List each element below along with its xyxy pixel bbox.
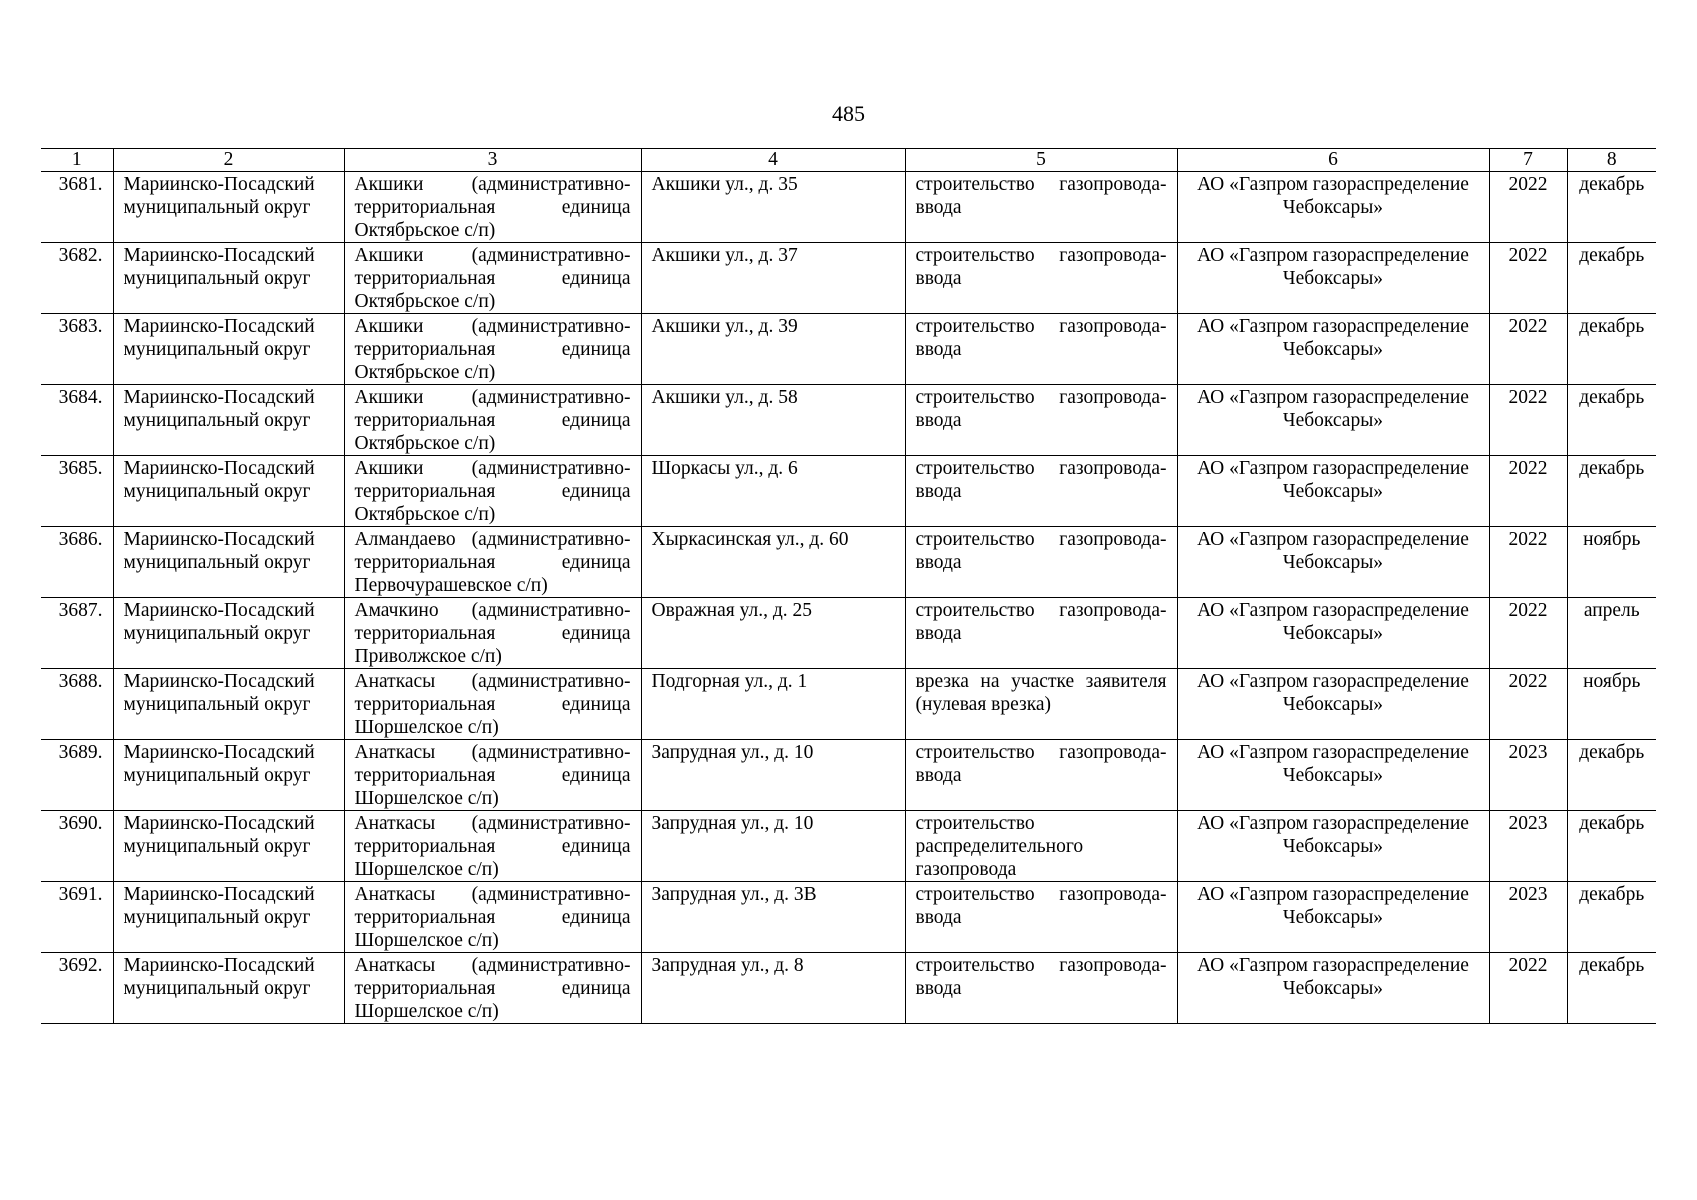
column-header: 6 [1177,149,1489,172]
address-cell: Запрудная ул., д. 3В [641,882,905,953]
month-cell: декабрь [1567,740,1656,811]
district-cell: Мариинско-Посадский муниципальный округ [113,243,344,314]
district-cell: Мариинско-Посадский муниципальный округ [113,811,344,882]
address-cell: Акшики ул., д. 35 [641,172,905,243]
settlement-cell: Алмандаево (административно-территориальная единица Первочурашевское с/п) [344,527,641,598]
row-number-cell: 3692. [41,953,113,1024]
page-number: 485 [832,101,865,126]
settlement-cell: Анаткасы (административно-территориальная единица Шоршелское с/п) [344,811,641,882]
column-header: 1 [41,149,113,172]
organization-cell: АО «Газпром газораспределение Чебоксары» [1177,811,1489,882]
month-cell: ноябрь [1567,669,1656,740]
address-cell: Хыркасинская ул., д. 60 [641,527,905,598]
work-type-cell: строительство газопровода-ввода [905,740,1177,811]
table-row [41,669,1656,740]
column-header: 2 [113,149,344,172]
organization-cell: АО «Газпром газораспределение Чебоксары» [1177,527,1489,598]
column-header: 5 [905,149,1177,172]
row-number-cell: 3691. [41,882,113,953]
organization-cell: АО «Газпром газораспределение Чебоксары» [1177,953,1489,1024]
district-cell: Мариинско-Посадский муниципальный округ [113,598,344,669]
month-cell: декабрь [1567,953,1656,1024]
settlement-cell: Акшики (административно-территориальная единица Октябрьское с/п) [344,172,641,243]
table-row [41,811,1656,882]
year-cell: 2022 [1489,953,1567,1024]
address-cell: Овражная ул., д. 25 [641,598,905,669]
row-number-cell: 3683. [41,314,113,385]
district-cell: Мариинско-Посадский муниципальный округ [113,669,344,740]
work-type-cell: врезка на участке заявителя (нулевая врезка) [905,669,1177,740]
work-type-cell: строительство газопровода-ввода [905,385,1177,456]
organization-cell: АО «Газпром газораспределение Чебоксары» [1177,172,1489,243]
address-cell: Акшики ул., д. 37 [641,243,905,314]
work-type-cell: строительство газопровода-ввода [905,953,1177,1024]
month-cell: декабрь [1567,882,1656,953]
address-cell: Запрудная ул., д. 10 [641,740,905,811]
table-row [41,243,1656,314]
table-row [41,953,1656,1024]
address-cell: Запрудная ул., д. 10 [641,811,905,882]
table-row [41,172,1656,243]
month-cell: ноябрь [1567,527,1656,598]
district-cell: Мариинско-Посадский муниципальный округ [113,456,344,527]
settlement-cell: Анаткасы (административно-территориальная единица Шоршелское с/п) [344,882,641,953]
organization-cell: АО «Газпром газораспределение Чебоксары» [1177,740,1489,811]
column-number-row [41,149,1656,172]
row-number-cell: 3688. [41,669,113,740]
month-cell: декабрь [1567,172,1656,243]
settlement-cell: Анаткасы (административно-территориальная единица Шоршелское с/п) [344,740,641,811]
year-cell: 2023 [1489,740,1567,811]
year-cell: 2022 [1489,172,1567,243]
settlement-cell: Акшики (административно-территориальная единица Октябрьское с/п) [344,243,641,314]
year-cell: 2023 [1489,882,1567,953]
settlement-cell: Амачкино (административно-территориальная единица Приволжское с/п) [344,598,641,669]
address-cell: Шоркасы ул., д. 6 [641,456,905,527]
organization-cell: АО «Газпром газораспределение Чебоксары» [1177,314,1489,385]
district-cell: Мариинско-Посадский муниципальный округ [113,172,344,243]
work-type-cell: строительство газопровода-ввода [905,527,1177,598]
district-cell: Мариинско-Посадский муниципальный округ [113,740,344,811]
address-cell: Акшики ул., д. 58 [641,385,905,456]
column-header: 8 [1567,149,1656,172]
table-row [41,598,1656,669]
settlement-cell: Анаткасы (административно-территориальная единица Шоршелское с/п) [344,953,641,1024]
month-cell: декабрь [1567,456,1656,527]
month-cell: декабрь [1567,385,1656,456]
column-header: 3 [344,149,641,172]
work-type-cell: строительство газопровода-ввода [905,243,1177,314]
organization-cell: АО «Газпром газораспределение Чебоксары» [1177,598,1489,669]
address-cell: Подгорная ул., д. 1 [641,669,905,740]
row-number-cell: 3685. [41,456,113,527]
organization-cell: АО «Газпром газораспределение Чебоксары» [1177,882,1489,953]
row-number-cell: 3690. [41,811,113,882]
table-row [41,882,1656,953]
month-cell: декабрь [1567,243,1656,314]
gas-connection-table [41,148,1656,1024]
organization-cell: АО «Газпром газораспределение Чебоксары» [1177,456,1489,527]
year-cell: 2022 [1489,527,1567,598]
year-cell: 2022 [1489,314,1567,385]
month-cell: апрель [1567,598,1656,669]
year-cell: 2023 [1489,811,1567,882]
address-cell: Акшики ул., д. 39 [641,314,905,385]
district-cell: Мариинско-Посадский муниципальный округ [113,882,344,953]
settlement-cell: Анаткасы (административно-территориальная единица Шоршелское с/п) [344,669,641,740]
year-cell: 2022 [1489,385,1567,456]
row-number-cell: 3681. [41,172,113,243]
organization-cell: АО «Газпром газораспределение Чебоксары» [1177,385,1489,456]
row-number-cell: 3684. [41,385,113,456]
work-type-cell: строительство газопровода-ввода [905,882,1177,953]
table-row [41,314,1656,385]
settlement-cell: Акшики (административно-территориальная единица Октябрьское с/п) [344,456,641,527]
year-cell: 2022 [1489,598,1567,669]
year-cell: 2022 [1489,669,1567,740]
table-row [41,740,1656,811]
district-cell: Мариинско-Посадский муниципальный округ [113,314,344,385]
table-row [41,385,1656,456]
settlement-cell: Акшики (административно-территориальная единица Октябрьское с/п) [344,314,641,385]
district-cell: Мариинско-Посадский муниципальный округ [113,385,344,456]
district-cell: Мариинско-Посадский муниципальный округ [113,953,344,1024]
organization-cell: АО «Газпром газораспределение Чебоксары» [1177,243,1489,314]
year-cell: 2022 [1489,243,1567,314]
column-header: 7 [1489,149,1567,172]
settlement-cell: Акшики (административно-территориальная единица Октябрьское с/п) [344,385,641,456]
address-cell: Запрудная ул., д. 8 [641,953,905,1024]
year-cell: 2022 [1489,456,1567,527]
table-row [41,456,1656,527]
row-number-cell: 3686. [41,527,113,598]
work-type-cell: строительство газопровода-ввода [905,314,1177,385]
month-cell: декабрь [1567,811,1656,882]
work-type-cell: строительство газопровода-ввода [905,172,1177,243]
row-number-cell: 3689. [41,740,113,811]
table-row [41,527,1656,598]
row-number-cell: 3682. [41,243,113,314]
month-cell: декабрь [1567,314,1656,385]
row-number-cell: 3687. [41,598,113,669]
district-cell: Мариинско-Посадский муниципальный округ [113,527,344,598]
work-type-cell: строительство газопровода-ввода [905,598,1177,669]
work-type-cell: строительство газопровода-ввода [905,456,1177,527]
organization-cell: АО «Газпром газораспределение Чебоксары» [1177,669,1489,740]
column-header: 4 [641,149,905,172]
work-type-cell: строительство распределительного газопровода [905,811,1177,882]
